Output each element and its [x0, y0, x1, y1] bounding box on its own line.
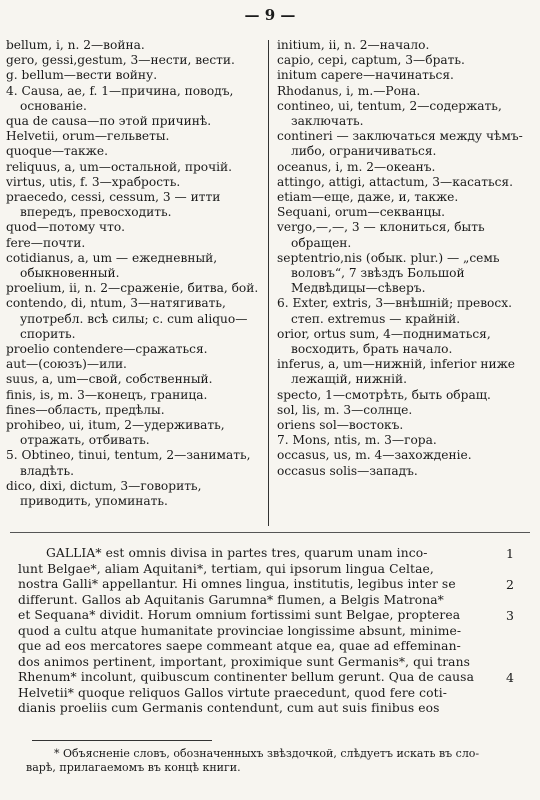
section-number: 2	[506, 577, 514, 592]
vocab-entry: Rhodanus, i, m.—Рона.	[277, 83, 421, 98]
vocab-entry: orior, ortus sum, 4—подниматься, восходить, брать начало.	[277, 326, 491, 357]
latin-line: dos animos pertinent, important, proximique sunt Germanis*, qui trans	[18, 654, 471, 669]
vocab-entry: septentrio,nis (обык. plur.) — „семь воловъ“, 7 звѣздъ Большой Медвѣдицы—сѣверъ.	[277, 250, 500, 296]
vocabulary-right-column	[277, 38, 535, 530]
vocab-entry: contendo, di, ntum, 3—натягивать, употребл. всѣ силы; с. cum aliquo—спорить.	[6, 296, 248, 341]
vocab-entry: 6. Exter, extris, 3—внѣшній; превосх. степ. extremus — крайній.	[277, 296, 512, 326]
footnote-line: * Объясненіе словъ, обозначенныхъ звѣздочкой, слѣдуетъ искать въ сло-	[54, 747, 480, 760]
vocab-entry: cotidianus, a, um — ежедневный, обыкновенный.	[6, 250, 218, 281]
latin-line: nostra Galli* appellantur. Hi omnes lingua, institutis, legibus inter se	[18, 577, 456, 591]
vocabulary-left-column	[6, 38, 260, 530]
vocab-entry: aut—(союзъ)—или.	[6, 357, 127, 372]
vocab-entry: attingo, attigi, attactum, 3—касаться.	[277, 174, 513, 189]
vocab-entry: suus, a, um—свой, собственный.	[6, 372, 213, 387]
vocab-entry: dico, dixi, dictum, 3—говорить, приводить, упоминать.	[6, 478, 202, 509]
vocab-entry: prohibeo, ui, itum, 2—удерживать, отражать, отбивать.	[6, 418, 225, 448]
vocab-entry: quoque—также.	[6, 144, 108, 159]
vocab-entry: proelium, ii, n. 2—сраженіе, битва, бой.	[6, 281, 259, 296]
vocab-entry: g. bellum—вести войну.	[6, 68, 158, 83]
latin-line: Rhenum* incolunt, quibuscum continenter bellum gerunt. Qua de causa	[18, 670, 475, 684]
vocab-entry: capio, cepi, captum, 3—брать.	[277, 53, 465, 68]
vocab-entry: finis, is, m. 3—конецъ, граница.	[6, 387, 208, 402]
section-numbers	[506, 546, 530, 706]
vocab-entry: praecedo, cessi, cessum, 3 — итти впередъ, превосходить.	[6, 190, 221, 220]
latin-line: Helvetii* quoque reliquos Gallos virtute praecedunt, quod fere coti-	[18, 685, 448, 700]
vocab-entry: specto, 1—смотрѣть, быть обращ.	[277, 387, 491, 402]
vocab-entry: proelio contendere—сражаться.	[6, 342, 208, 357]
vocab-entry: quod—потому что.	[6, 220, 126, 235]
vocab-entry: reliquus, a, um—остальной, прочій.	[6, 159, 233, 174]
footnote-line: варѣ, прилагаемомъ въ концѣ книги.	[26, 761, 241, 774]
section-number: 4	[506, 670, 514, 685]
section-number: 1	[506, 546, 514, 561]
vocab-entry: occasus, us, m. 4—захожденіе.	[277, 448, 472, 463]
vocab-entry: fines—область, предѣлы.	[6, 402, 165, 417]
footnote-rule	[32, 740, 212, 741]
page-number: — 9 —	[244, 6, 296, 24]
vocab-entry: 5. Obtineo, tinui, tentum, 2—занимать, владѣть.	[6, 448, 251, 478]
latin-passage	[18, 546, 496, 717]
vocab-entry: inferus, a, um—нижній, inferior ниже лежащій, нижній.	[277, 357, 516, 387]
latin-line: GALLIA* est omnis divisa in partes tres, quarum unam inco-	[46, 546, 428, 560]
latin-line: que ad eos mercatores saepe commeant atque ea, quae ad effeminan-	[18, 639, 461, 653]
latin-line: dianis proeliis cum Germanis contendunt, cum aut suis finibus eos	[18, 701, 440, 715]
vocab-entry: vergo,—,—, 3 — клониться, быть обращен.	[277, 220, 485, 250]
vocab-entry: contineri — заключаться между чѣмъ-либо, ограничиваться.	[277, 129, 523, 159]
vocab-entry: contineo, ui, tentum, 2—содержать, заключать.	[277, 98, 502, 129]
vocab-entry: sol, lis, m. 3—солнце.	[277, 402, 413, 417]
latin-line: et Sequana* dividit. Horum omnium fortissimi sunt Belgae, propterea	[18, 608, 461, 622]
vocab-entry: bellum, i, n. 2—война.	[6, 38, 145, 52]
vocab-entry: occasus solis—западъ.	[277, 463, 418, 478]
vocab-entry: gero, gessi,gestum, 3—нести, вести.	[6, 53, 235, 68]
vocab-entry: fere—почти.	[6, 235, 86, 250]
vocabulary-columns	[6, 38, 534, 530]
latin-line: quod a cultu atque humanitate provinciae longissime absunt, minime-	[18, 623, 462, 638]
section-rule	[10, 532, 530, 533]
vocab-entry: Sequani, orum—секванцы.	[277, 205, 446, 220]
vocab-entry: 7. Mons, ntis, m. 3—гора.	[277, 433, 437, 448]
vocab-entry: oriens sol—востокъ.	[277, 418, 404, 433]
vocab-entry: initum capere—начинаться.	[277, 68, 454, 83]
footnote	[26, 747, 526, 775]
latin-line: lunt Belgae*, aliam Aquitani*, tertiam, qui ipsorum lingua Celtae,	[18, 561, 434, 576]
vocab-entry: initium, ii, n. 2—начало.	[277, 38, 430, 52]
latin-line: differunt. Gallos ab Aquitanis Garumna* flumen, a Belgis Matrona*	[18, 592, 444, 607]
column-divider	[268, 40, 269, 526]
vocab-entry: Helvetii, orum—гельветы.	[6, 129, 170, 144]
section-number: 3	[506, 608, 514, 623]
vocab-entry: 4. Causa, ae, f. 1—причина, поводъ, основаніе.	[6, 83, 234, 113]
vocab-entry: qua de causa—по этой причинѣ.	[6, 114, 212, 129]
vocab-entry: etiam—еще, даже, и, также.	[277, 190, 459, 205]
vocab-entry: virtus, utis, f. 3—храбрость.	[6, 174, 181, 189]
vocab-entry: oceanus, i, m. 2—океанъ.	[277, 159, 436, 174]
